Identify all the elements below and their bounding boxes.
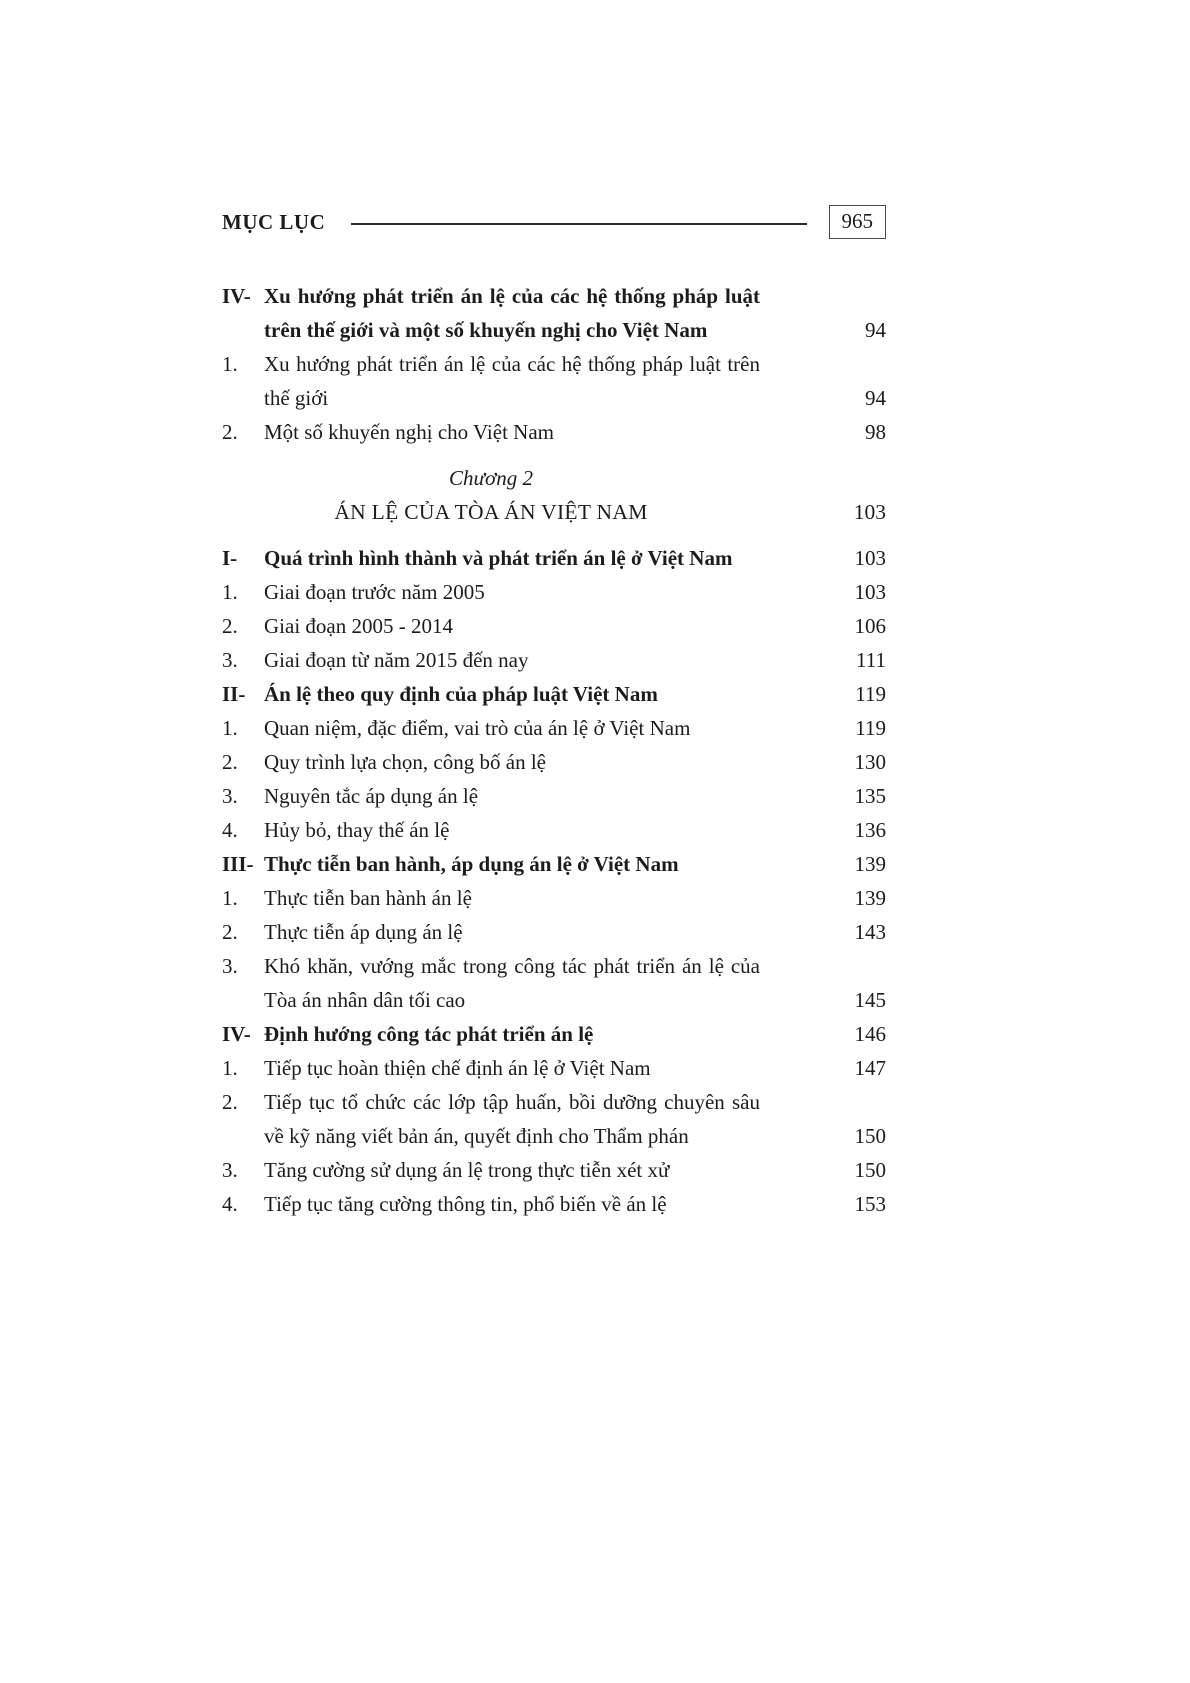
entry-text: Tiếp tục hoàn thiện chế định án lệ ở Việt Nam <box>264 1056 651 1080</box>
entry-marker: 2. <box>222 614 238 638</box>
entry-marker: 1. <box>222 1056 238 1080</box>
entry-marker: 1. <box>222 716 238 740</box>
entry-text: Thực tiễn áp dụng án lệ <box>264 920 463 944</box>
entry-text: Giai đoạn trước năm 2005 <box>264 580 485 604</box>
toc-entry <box>222 745 886 779</box>
toc-list-top <box>222 279 886 449</box>
entry-text: Thực tiễn ban hành, áp dụng án lệ ở Việt Nam <box>264 852 679 876</box>
entry-marker: 2. <box>222 1090 238 1114</box>
entry-marker: IV- <box>222 1022 251 1046</box>
toc-entry <box>222 1153 886 1187</box>
toc-entry <box>222 1187 886 1221</box>
entry-page-number: 106 <box>854 614 886 638</box>
entry-text: Giai đoạn 2005 - 2014 <box>264 614 453 638</box>
entry-text: Tăng cường sử dụng án lệ trong thực tiễn xét xử <box>264 1158 670 1182</box>
toc-entry <box>222 915 886 949</box>
entry-marker: III- <box>222 852 254 876</box>
chapter-title-line <box>222 495 886 529</box>
entry-page-number: 147 <box>854 1056 886 1080</box>
header-rule <box>351 223 806 225</box>
entry-marker: 3. <box>222 648 238 672</box>
entry-text: Định hướng công tác phát triển án lệ <box>264 1022 594 1046</box>
entry-page-number: 145 <box>854 988 886 1012</box>
entry-page-number: 146 <box>854 1022 886 1046</box>
entry-page-number: 94 <box>865 318 886 342</box>
entry-marker: 3. <box>222 954 238 978</box>
entry-page-number: 119 <box>855 716 886 740</box>
page-number-box: 965 <box>829 205 887 239</box>
toc-entry <box>222 415 886 449</box>
toc-entry <box>222 949 886 1017</box>
entry-text: Quy trình lựa chọn, công bố án lệ <box>264 750 546 774</box>
page-header <box>222 205 886 239</box>
toc-entry <box>222 279 886 347</box>
toc-entry <box>222 1017 886 1051</box>
toc-heading: MỤC LỤC <box>222 209 326 234</box>
entry-text: Quá trình hình thành và phát triển án lệ ở Việt Nam <box>264 546 733 570</box>
entry-text: Tiếp tục tăng cường thông tin, phổ biến về án lệ <box>264 1192 667 1216</box>
entry-page-number: 150 <box>854 1158 886 1182</box>
entry-text: Tiếp tục tổ chức các lớp tập huấn, bồi dưỡng chuyên sâu về kỹ năng viết bản án, quyết định cho Thẩm phán <box>264 1090 760 1148</box>
entry-page-number: 98 <box>865 420 886 444</box>
entry-page-number: 103 <box>854 546 886 570</box>
toc-entry <box>222 813 886 847</box>
entry-page-number: 136 <box>854 818 886 842</box>
entry-text: Khó khăn, vướng mắc trong công tác phát triển án lệ của Tòa án nhân dân tối cao <box>264 954 760 1012</box>
entry-marker: 4. <box>222 818 238 842</box>
entry-text: Nguyên tắc áp dụng án lệ <box>264 784 479 808</box>
toc-entry <box>222 575 886 609</box>
toc-entry <box>222 609 886 643</box>
entry-marker: 3. <box>222 1158 238 1182</box>
entry-text: Một số khuyến nghị cho Việt Nam <box>264 420 554 444</box>
toc-entry <box>222 347 886 415</box>
entry-marker: 2. <box>222 420 238 444</box>
toc-entry <box>222 677 886 711</box>
entry-marker: 2. <box>222 750 238 774</box>
toc-entry <box>222 881 886 915</box>
entry-page-number: 150 <box>854 1124 886 1148</box>
toc-entry <box>222 847 886 881</box>
toc-entry <box>222 1051 886 1085</box>
entry-page-number: 119 <box>855 682 886 706</box>
entry-text: Xu hướng phát triển án lệ của các hệ thống pháp luật trên thế giới và một số khuyến nghị cho Việt Nam <box>264 284 760 342</box>
entry-text: Giai đoạn từ năm 2015 đến nay <box>264 648 529 672</box>
entry-page-number: 135 <box>854 784 886 808</box>
toc-entry <box>222 541 886 575</box>
entry-marker: I- <box>222 546 238 570</box>
entry-page-number: 130 <box>854 750 886 774</box>
entry-marker: 1. <box>222 580 238 604</box>
toc-entry <box>222 779 886 813</box>
chapter-label: Chương 2 <box>449 466 533 490</box>
chapter-heading <box>222 461 886 529</box>
entry-marker: II- <box>222 682 246 706</box>
entry-page-number: 143 <box>854 920 886 944</box>
entry-marker: 1. <box>222 352 238 376</box>
entry-text: Quan niệm, đặc điểm, vai trò của án lệ ở Việt Nam <box>264 716 691 740</box>
entry-page-number: 153 <box>854 1192 886 1216</box>
entry-page-number: 94 <box>865 386 886 410</box>
entry-text: Xu hướng phát triển án lệ của các hệ thống pháp luật trên thế giới <box>264 352 760 410</box>
entry-page-number: 139 <box>854 852 886 876</box>
entry-marker: 3. <box>222 784 238 808</box>
toc-list-main <box>222 541 886 1221</box>
entry-marker: IV- <box>222 284 251 308</box>
entry-marker: 1. <box>222 886 238 910</box>
toc-entry <box>222 643 886 677</box>
entry-marker: 4. <box>222 1192 238 1216</box>
entry-text: Án lệ theo quy định của pháp luật Việt Nam <box>264 682 658 706</box>
chapter-page-number: 103 <box>853 500 886 524</box>
toc-entry <box>222 1085 886 1153</box>
entry-text: Hủy bỏ, thay thế án lệ <box>264 818 450 842</box>
toc-entry <box>222 711 886 745</box>
page-content <box>222 205 886 1221</box>
entry-page-number: 139 <box>854 886 886 910</box>
chapter-title: ÁN LỆ CỦA TÒA ÁN VIỆT NAM <box>334 500 648 524</box>
entry-page-number: 111 <box>856 648 886 672</box>
entry-page-number: 103 <box>854 580 886 604</box>
entry-text: Thực tiễn ban hành án lệ <box>264 886 472 910</box>
entry-marker: 2. <box>222 920 238 944</box>
